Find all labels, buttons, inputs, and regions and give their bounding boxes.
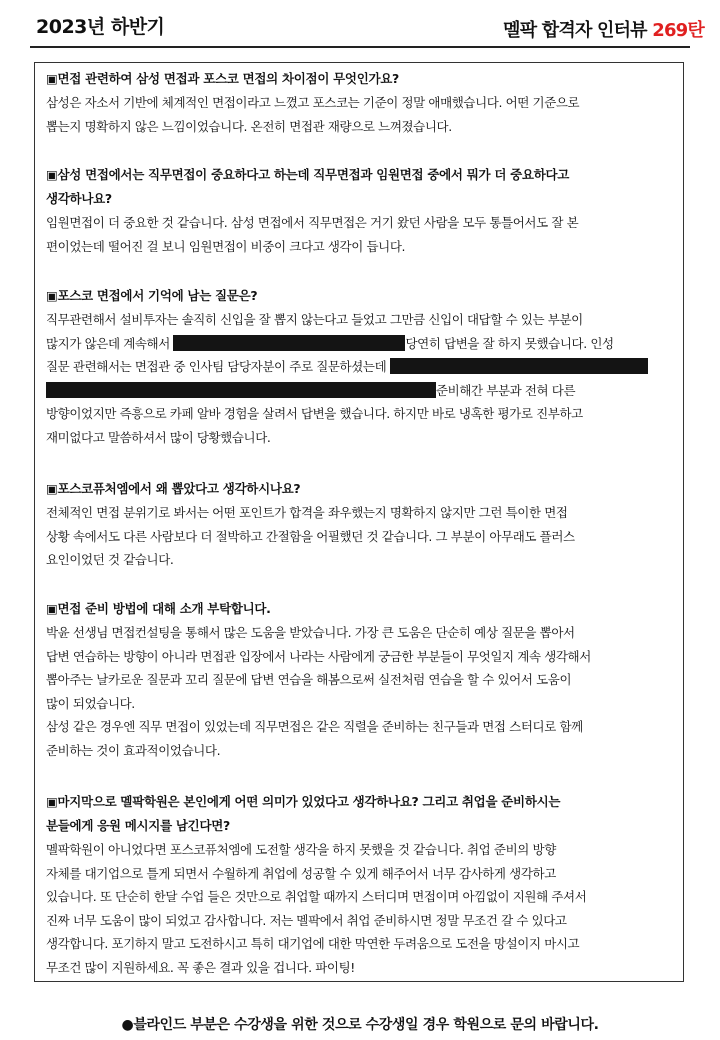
blind-notice: ●블라인드 부분은 수강생을 위한 것으로 수강생일 경우 학원으로 문의 바랍니다. — [121, 1017, 599, 1033]
qa-section-5 — [46, 597, 675, 762]
qa-section-1 — [46, 67, 675, 138]
interview-series-title — [503, 16, 704, 42]
answer-5-line: 삼성 같은 경우엔 직무 면접이 있었는데 직무면접은 같은 직렬을 준비하는 친구들과 면접 스터디로 함께 — [46, 719, 583, 734]
blinded-redaction — [390, 358, 648, 374]
answer-3-line: 직무관련해서 설비투자는 솔직히 신입을 잘 뽑지 않는다고 들었고 그만큼 신입이 대답할 수 있는 부분이 — [46, 312, 583, 327]
answer-6-line: 멜팍학원이 아니었다면 포스코퓨처엠에 도전할 생각을 하지 못했을 것 같습니다. 취업 준비의 방향 — [46, 842, 556, 857]
blinded-redaction — [46, 382, 436, 398]
question-2-line: ▣삼성 면접에서는 직무면접이 중요하다고 하는데 직무면접과 임원면접 중에서 뭐가 더 중요하다고 — [46, 167, 570, 182]
header-rule — [30, 46, 690, 48]
episode-number: 269탄 — [652, 20, 704, 41]
answer-3-text: 질문 관련해서는 면접관 중 인사팀 담당자분이 주로 질문하셨는데 — [46, 359, 387, 374]
answer-3-line: 재미없다고 말씀하셔서 많이 당황했습니다. — [46, 429, 271, 445]
qa-section-4 — [46, 477, 675, 572]
answer-5-line: 준비하는 것이 효과적이었습니다. — [46, 742, 221, 758]
answer-3-line — [46, 332, 675, 356]
blinded-redaction — [173, 335, 405, 351]
period-title: 2023년 하반기 — [36, 16, 165, 38]
answer-2-line: 편이었는데 떨어진 걸 보니 임원면접이 비중이 크다고 생각이 듭니다. — [46, 238, 406, 254]
answer-5-line: 답변 연습하는 방향이 아니라 면접관 입장에서 나라는 사람에게 궁금한 부분들이 무엇일지 계속 생각해서 — [46, 648, 591, 664]
answer-3-line — [46, 379, 675, 403]
answer-3-text: 많지가 않은데 계속해서 — [46, 335, 170, 351]
question-3: ▣포스코 면접에서 기억에 남는 질문은? — [46, 288, 258, 303]
answer-1-line: 삼성은 자소서 기반에 체계적인 면접이라고 느꼈고 포스코는 기준이 정말 애매했습니다. 어떤 기준으로 — [46, 95, 580, 110]
answer-4-line: 요인이었던 것 같습니다. — [46, 552, 174, 567]
answer-4-line: 상황 속에서도 다른 사람보다 더 절박하고 간절함을 어필했던 것 같습니다. 그 부분이 아무래도 플러스 — [46, 528, 575, 544]
answer-5-line: 박윤 선생님 면접컨설팅을 통해서 많은 도움을 받았습니다. 가장 큰 도움은 단순히 예상 질문을 뽑아서 — [46, 625, 575, 640]
question-1: ▣면접 관련하여 삼성 면접과 포스코 면접의 차이점이 무엇인가요? — [46, 71, 399, 86]
answer-6-line: 있습니다. 또 단순히 한달 수업 들은 것만으로 취업할 때까지 스터디며 면접이며 아낌없이 지원해 주셔서 — [46, 889, 587, 904]
answer-6-line: 진짜 너무 도움이 많이 되었고 감사합니다. 저는 멜팍에서 취업 준비하시면 정말 무조건 갈 수 있다고 — [46, 912, 567, 928]
answer-6-line: 자체를 대기업으로 틀게 되면서 수월하게 취업에 성공할 수 있게 해주어서 너무 감사하게 생각하고 — [46, 865, 556, 881]
qa-section-2 — [46, 163, 675, 258]
qa-section-3 — [46, 284, 675, 449]
qa-section-6 — [46, 790, 675, 979]
answer-4-line: 전체적인 면접 분위기로 봐서는 어떤 포인트가 합격을 좌우했는지 명확하지 않지만 그런 특이한 면접 — [46, 505, 568, 520]
answer-1-line: 뽑는지 명확하지 않은 느낌이었습니다. 온전히 면접관 재량으로 느껴졌습니다. — [46, 118, 452, 134]
interview-box — [34, 62, 684, 982]
question-5: ▣면접 준비 방법에 대해 소개 부탁합니다. — [46, 601, 271, 616]
answer-6-line: 무조건 많이 지원하세요. 꼭 좋은 결과 있을 겁니다. 파이팅! — [46, 959, 355, 975]
answer-3-text: 준비해간 부분과 전혀 다른 — [436, 382, 576, 398]
answer-6-line: 생각합니다. 포기하지 말고 도전하시고 특히 대기업에 대한 막연한 두려움으로 도전을 망설이지 마시고 — [46, 936, 580, 951]
question-2-line: 생각하나요? — [46, 191, 112, 206]
answer-5-line: 많이 되었습니다. — [46, 695, 135, 711]
answer-2-line: 임원면접이 더 중요한 것 같습니다. 삼성 면접에서 직무면접은 거기 왔던 사람을 모두 통틀어서도 잘 본 — [46, 215, 579, 230]
answer-3-line — [46, 355, 675, 379]
series-title: 멜팍 합격자 인터뷰 — [503, 20, 647, 41]
question-4: ▣포스코퓨처엠에서 왜 뽑았다고 생각하시나요? — [46, 481, 301, 496]
answer-5-line: 뽑아주는 날카로운 질문과 꼬리 질문에 답변 연습을 해봄으로써 실전처럼 연습을 할 수 있어서 도움이 — [46, 672, 572, 687]
answer-3-text: 당연히 답변을 잘 하지 못했습니다. 인성 — [405, 335, 614, 351]
question-6-line: 분들에게 응원 메시지를 남긴다면? — [46, 818, 230, 833]
question-6-line: ▣마지막으로 멜팍학원은 본인에게 어떤 의미가 있었다고 생각하나요? 그리고 취업을 준비하시는 — [46, 794, 561, 809]
answer-3-line: 방향이었지만 즉흥으로 카페 알바 경험을 살려서 답변을 했습니다. 하지만 바로 냉혹한 평가로 진부하고 — [46, 406, 583, 421]
